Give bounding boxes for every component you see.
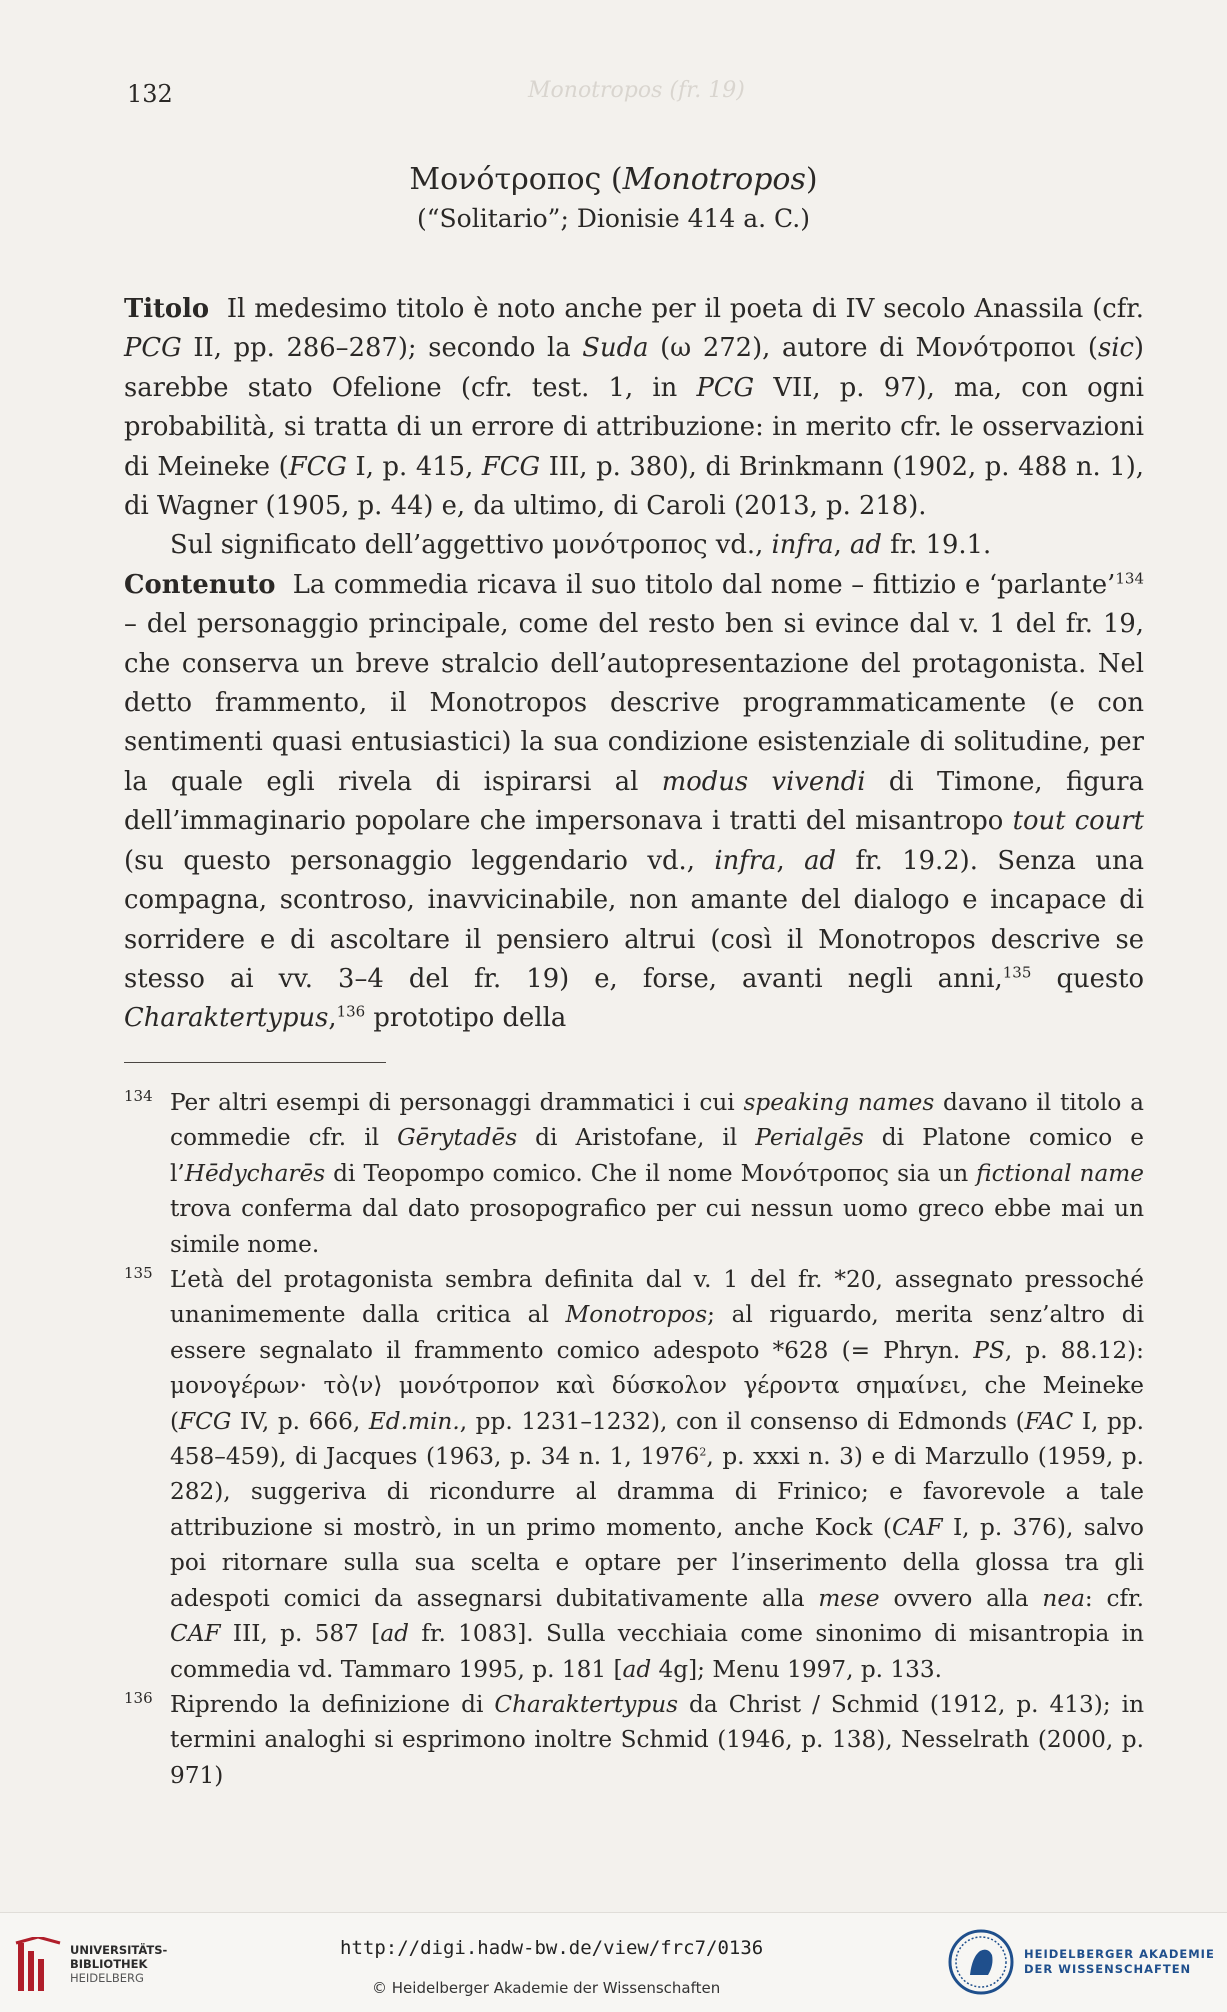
section-label-contenuto: Contenuto xyxy=(124,569,276,600)
footnote xyxy=(124,1085,1144,1262)
footnote-text: Per altri esempi di personaggi drammatici i cui speaking names davano il titolo a commedie cfr. il Gērytadēs di Aristofane, il Perialgēs di Platone comico e l’Hēdycharēs di Teopompo comico. Che il nome Μονότροπος sia un fictional name trova conferma dal dato prosopografico per cui nessun uomo greco ebbe mai un simile nome. xyxy=(170,1089,1145,1258)
university-library-name xyxy=(70,1943,167,1985)
library-line-3: HEIDELBERG xyxy=(70,1971,144,1985)
footnote-number: 134 xyxy=(124,1087,153,1105)
library-line-2: BIBLIOTHEK xyxy=(70,1957,148,1971)
permalink-url[interactable]: http://digi.hadw-bw.de/view/frc7/0136 xyxy=(340,1937,764,1959)
copyright-notice: © Heidelberger Akademie der Wissenschaften xyxy=(372,1979,721,1997)
footnotes xyxy=(124,1085,1144,1793)
section-label-titolo: Titolo xyxy=(124,294,210,324)
paragraph-contenuto: Contenuto La commedia ricava il suo titolo dal nome – fittizio e ‘parlante’$^{134}$ – del personaggio principale, come del resto ben si evince dal v. 1 del fr. 19, che conserva un breve stralcio dell’autopresentazione del protagonista. Nel detto frammento, il Monotropos descrive programmaticamente (e con sentimenti quasi entusiastici) la sua condizione esistenziale di solitudine, per la quale egli rivela di ispirarsi al modus vivendi di Timone, figura dell’immaginario popolare che impersonava i tratti del misantropo tout court (su questo personaggio leggendario vd., infra, ad fr. 19.2). Senza una compagna, scontroso, inavvicinabile, non amante del dialogo e incapace di sorridere e di ascoltare il pensiero altrui (così il Monotropos descrive se stesso ai vv. 3–4 del fr. 19) e, forse, avanti negli anni,$^{135}$ questo Charaktertypus,$^{136}$ prototipo della xyxy=(124,569,1144,1034)
academy-name xyxy=(1024,1947,1215,1977)
paragraph-significato: Sul significato dell’aggettivo μονότροπος vd., infra, ad fr. 19.1. xyxy=(170,530,992,561)
title-latin: Monotropos xyxy=(622,162,806,197)
university-library-logo-icon[interactable] xyxy=(14,1937,62,1997)
paragraph-titolo: Titolo Il medesimo titolo è noto anche per il poeta di IV secolo Anassila (cfr. PCG II, pp. 286–287); secondo la Suda (ω 272), autore di Μονότροποι (sic) sarebbe stato Ofelione (cfr. test. 1, in PCG VII, p. 97), ma, con ogni probabilità, si tratta di un errore di attribuzione: in merito cfr. le osservazioni di Meineke (FCG I, p. 415, FCG III, p. 380), di Brinkmann (1902, p. 488 n. 1), di Wagner (1905, p. 44) e, da ultimo, di Caroli (2013, p. 218). xyxy=(124,294,1145,522)
title-line: Μονότροπος (Monotropos) xyxy=(409,162,818,197)
title-greek: Μονότροπος xyxy=(409,162,602,197)
viewer-footer xyxy=(0,1912,1227,2012)
footnote-text: L’età del protagonista sembra definita dal v. 1 del fr. *20, assegnato pressoché unanimemente dalla critica al Monotropos; al riguardo, merita senz’altro di essere segnalato il frammento comico adespoto *628 (= Phryn. PS, p. 88.12): μονογέρων· τὸ⟨ν⟩ μονότροπον καὶ δύσκολον γέροντα σημαίνει, che Meineke (FCG IV, p. 666, Ed.min., pp. 1231–1232), con il consenso di Edmonds (FAC I, pp. 458–459), di Jacques (1963, p. 34 n. 1, 1976$^2$, p. xxxi n. 3) e di Marzullo (1959, p. 282), suggeriva di ricondurre al dramma di Frinico; e favorevole a tale attribuzione si mostrò, in un primo momento, anche Kock (CAF I, p. 376), salvo poi ritornare sulla sua scelta e optare per l’inserimento della glossa tra gli adespoti comici da assegnarsi dubitativamente alla mese ovvero alla nea: cfr. CAF III, p. 587 [ad fr. 1083]. Sulla vecchiaia come sinonimo di misantropia in commedia vd. Tammaro 1995, p. 181 [ad 4g]; Menu 1997, p. 133. xyxy=(170,1266,1145,1683)
entry-title xyxy=(0,160,1227,238)
footnote-rule xyxy=(124,1062,386,1063)
footnote xyxy=(124,1687,1144,1793)
footnote xyxy=(124,1262,1144,1687)
footnote-number: 136 xyxy=(124,1688,153,1707)
academy-seal-icon[interactable] xyxy=(948,1929,1014,1995)
main-text xyxy=(124,290,1144,1039)
footnote-text: Riprendo la definizione di Charaktertypus da Christ / Schmid (1912, p. 413); in termini analoghi si esprimono inoltre Schmid (1946, p. 138), Nesselrath (2000, p. 971) xyxy=(170,1690,1145,1789)
academy-line-2: DER WISSENSCHAFTEN xyxy=(1024,1962,1192,1976)
library-line-1: UNIVERSITÄTS- xyxy=(70,1943,168,1957)
bleed-through-header: Monotropos (fr. 19) xyxy=(528,78,745,103)
academy-line-1: HEIDELBERGER AKADEMIE xyxy=(1024,1947,1215,1961)
page-number: 132 xyxy=(127,80,173,108)
footnote-number: 135 xyxy=(124,1264,153,1283)
title-subtitle: (“Solitario”; Dionisie 414 a. C.) xyxy=(417,204,810,233)
